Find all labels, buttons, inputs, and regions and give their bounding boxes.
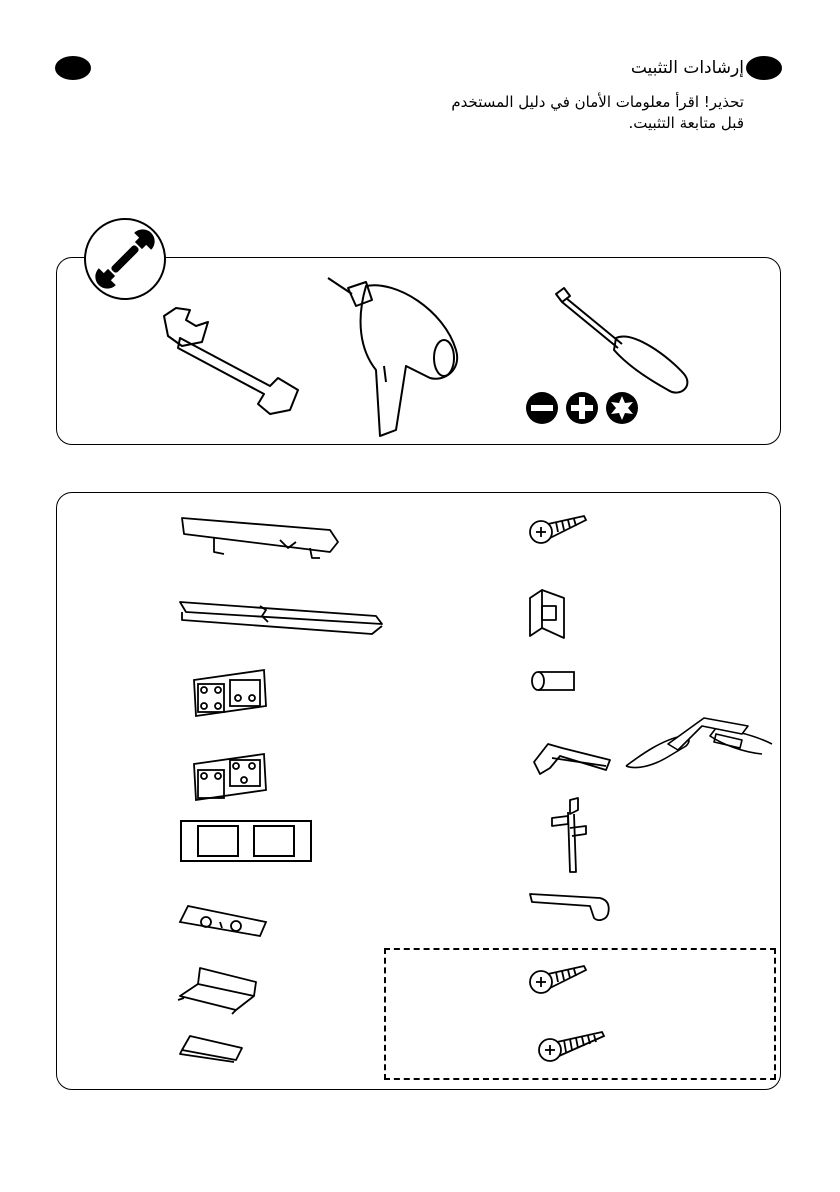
safety-warning: تحذير! اقرأ معلومات الأمان في دليل المستخدم قبل متابعة التثبيت. <box>451 93 744 132</box>
mounting-plate-a-part <box>190 668 270 718</box>
dowel-part <box>530 670 578 692</box>
clip-bracket-part <box>528 588 566 640</box>
top-bracket-part <box>180 512 342 562</box>
left-marker-dot <box>55 56 91 80</box>
mounting-plate-b-part <box>190 752 270 804</box>
phillips-bit-icon <box>566 392 598 424</box>
wrench-icon <box>86 220 164 298</box>
page-title: إرشادات التثبيت <box>630 58 744 78</box>
lever-part <box>528 888 612 922</box>
screwdriver-icon <box>550 286 700 398</box>
wall-rail-part <box>176 598 386 636</box>
screw-medium-part <box>528 962 588 996</box>
electric-drill-icon <box>326 270 466 440</box>
template-sheet-part <box>180 820 312 862</box>
driver-bit-types <box>524 390 640 426</box>
support-pin-part <box>544 796 588 874</box>
pad-part <box>176 1034 246 1062</box>
right-marker-dot <box>746 56 782 80</box>
tools-badge <box>84 218 166 300</box>
open-end-wrench-icon <box>160 298 310 416</box>
spring-clip-part <box>530 738 614 776</box>
hands-clip-illustration <box>622 714 776 770</box>
spacer-plate-part <box>176 904 270 940</box>
screw-small-part <box>528 512 588 546</box>
angle-bracket-part <box>176 966 260 1016</box>
flat-head-bit-icon <box>526 392 558 424</box>
torx-bit-icon <box>606 392 638 424</box>
screw-long-part <box>538 1028 606 1064</box>
